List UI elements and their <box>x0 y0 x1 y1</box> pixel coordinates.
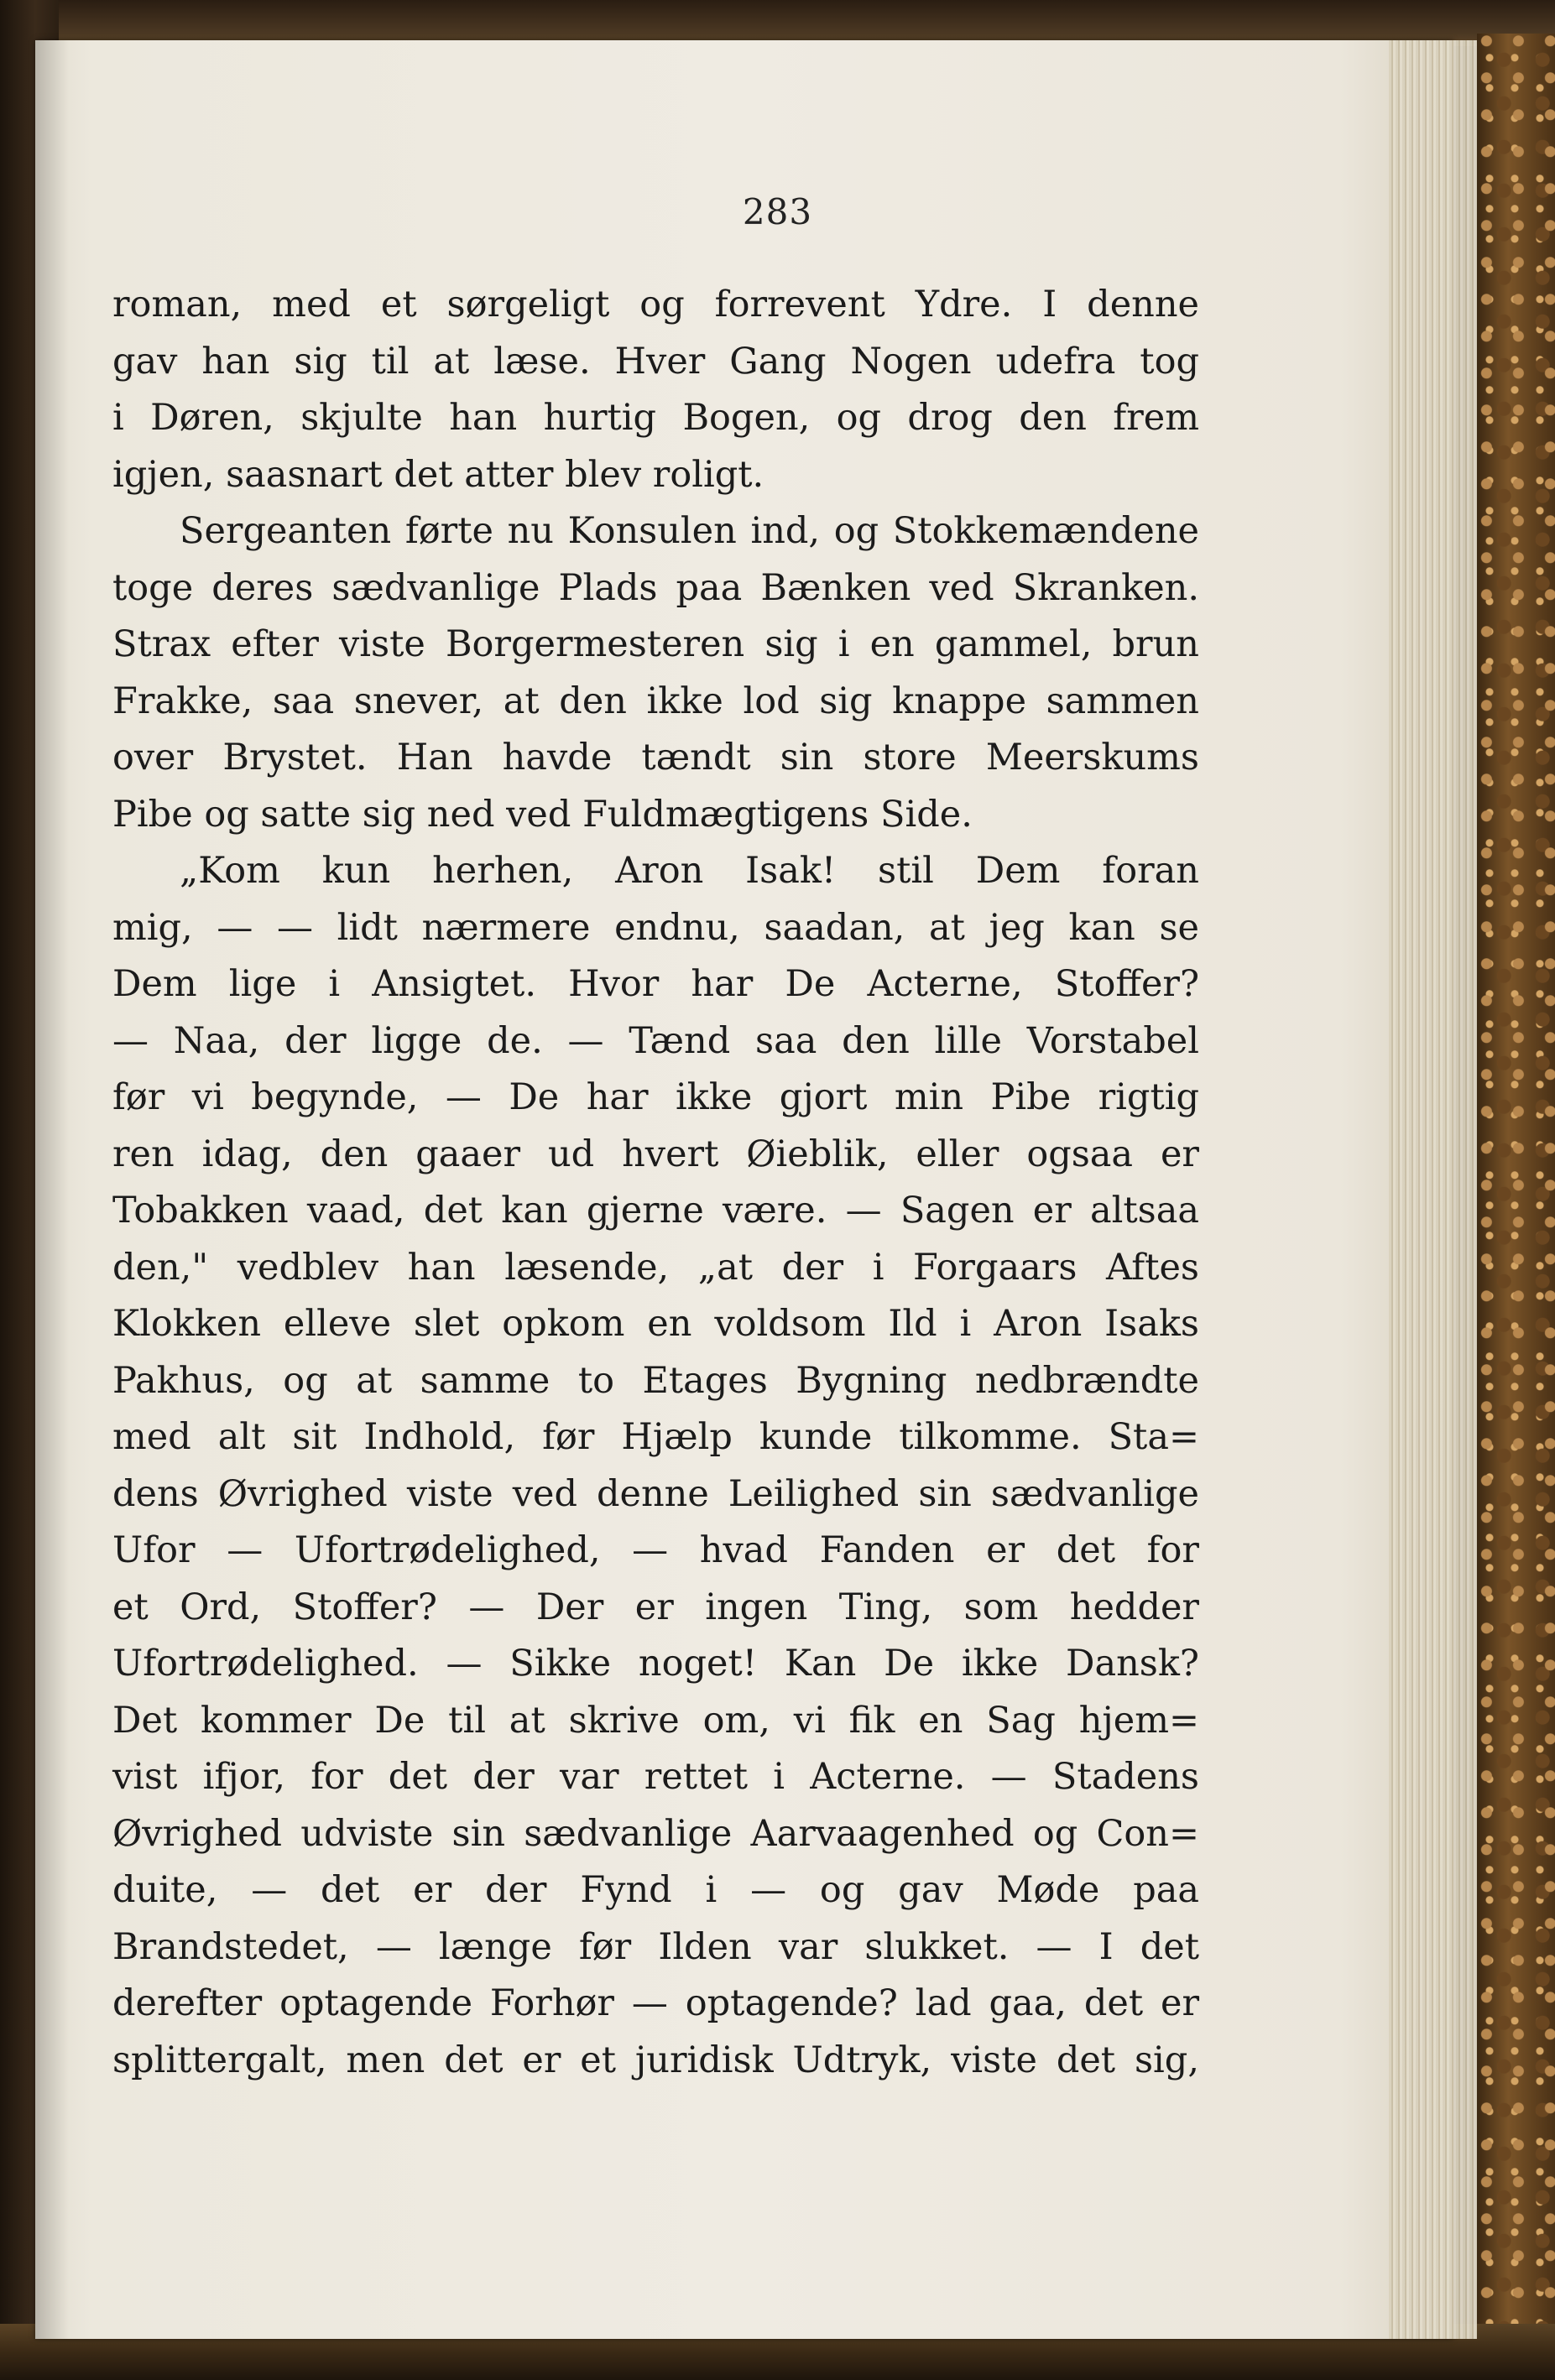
text-line: Pibe og satte sig ned ved Fuldmægtigens Side. <box>112 793 973 836</box>
text-line: gav han sig til at læse. Hver Gang Nogen udefra tog <box>112 340 1199 383</box>
text-line: Frakke, saa snever, at den ikke lod sig knappe sammen <box>112 680 1199 722</box>
text-line: med alt sit Indhold, før Hjælp kunde tilkomme. Sta= <box>112 1416 1199 1458</box>
text-line: derefter optagende Forhør — optagende? lad gaa, det er <box>112 1982 1199 2024</box>
text-line: splittergalt, men det er et juridisk Udtryk, viste det sig, <box>112 2039 1199 2081</box>
text-line: Pakhus, og at samme to Etages Bygning nedbrændte <box>112 1359 1199 1402</box>
text-line: dens Øvrighed viste ved denne Leilighed sin sædvanlige <box>112 1472 1199 1515</box>
text-line: Dem lige i Ansigtet. Hvor har De Acterne, Stoffer? <box>112 963 1199 1005</box>
text-line: i Døren, skjulte han hurtig Bogen, og drog den frem <box>112 397 1199 439</box>
page-number: 283 <box>742 191 813 232</box>
text-line: vist ifjor, for det der var rettet i Acterne. — Stadens <box>112 1756 1199 1798</box>
text-line: ren idag, den gaaer ud hvert Øieblik, eller ogsaa er <box>112 1133 1199 1175</box>
page-edges <box>1389 40 1477 2339</box>
text-line: roman, med et sørgeligt og forrevent Ydre. I denne <box>112 284 1199 325</box>
text-line: over Brystet. Han havde tændt sin store Meerskums <box>112 737 1199 779</box>
text-line: Brandstedet, — længe før Ilden var slukket. — I det <box>112 1925 1199 1968</box>
text-line: toge deres sædvanlige Plads paa Bænken ved Skranken. <box>112 566 1199 609</box>
text-line: — Naa, der ligge de. — Tænd saa den lille Vorstabel <box>112 1019 1199 1062</box>
text-line: Ufortrødelighed. — Sikke noget! Kan De ikke Dansk? <box>112 1643 1199 1685</box>
marbled-endpaper <box>1477 34 1555 2349</box>
text-line: Strax efter viste Borgermesteren sig i en gammel, brun <box>112 623 1199 665</box>
text-line: duite, — det er der Fynd i — og gav Møde paa <box>112 1869 1199 1911</box>
text-line: Det kommer De til at skrive om, vi fik en Sag hjem= <box>112 1699 1199 1742</box>
body-text <box>112 277 1199 2089</box>
text-line: før vi begynde, — De har ikke gjort min Pibe rigtig <box>112 1076 1199 1118</box>
text-line: Øvrighed udviste sin sædvanlige Aarvaagenhed og Con= <box>112 1812 1199 1855</box>
text-line: Sergeanten førte nu Konsulen ind, og Stokkemændene <box>180 510 1199 552</box>
text-line: Tobakken vaad, det kan gjerne være. — Sagen er altsaa <box>112 1190 1199 1232</box>
text-line: den," vedblev han læsende, „at der i Forgaars Aftes <box>112 1246 1199 1289</box>
page-gutter-shadow <box>35 40 69 2339</box>
text-line: et Ord, Stoffer? — Der er ingen Ting, som hedder <box>112 1586 1199 1628</box>
text-line: mig, — — lidt nærmere endnu, saadan, at jeg kan se <box>112 906 1199 949</box>
text-line: Klokken elleve slet opkom en voldsom Ild i Aron Isaks <box>112 1303 1199 1345</box>
text-line: „Kom kun herhen, Aron Isak! stil Dem foran <box>180 850 1199 892</box>
text-line: Ufor — Ufortrødelighed, — hvad Fanden er det for <box>112 1529 1199 1571</box>
book-cover-top <box>0 0 1555 46</box>
text-line: igjen, saasnart det atter blev roligt. <box>112 453 764 496</box>
